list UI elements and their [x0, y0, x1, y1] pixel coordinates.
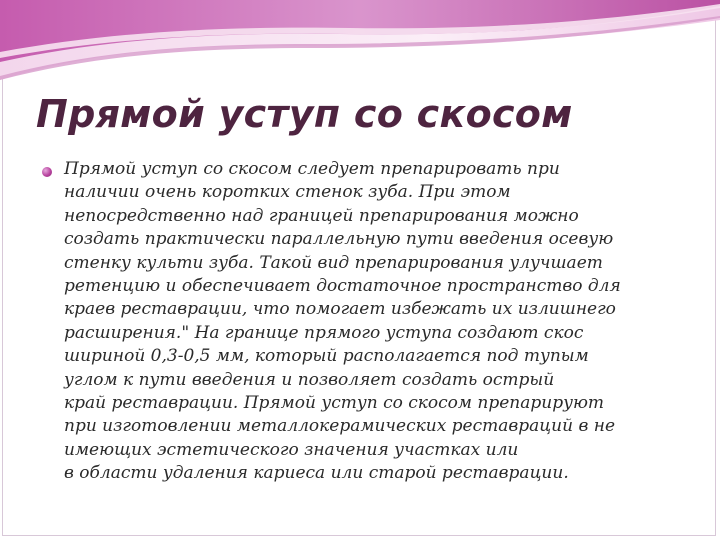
paragraph-line: имеющих эстетического значения участках или: [64, 439, 519, 460]
paragraph-line: краев реставрации, что помогает избежать их излишнего: [64, 299, 616, 320]
paragraph-line: Прямой уступ со скосом следует препарировать при: [64, 159, 560, 179]
paragraph-line: шириной 0,3-0,5 мм, который располагается под тупым: [64, 346, 589, 367]
paragraph-line: ретенцию и обеспечивает достаточное пространство для: [64, 276, 621, 297]
paragraph-line: углом к пути введения и позволяет создать острый: [64, 369, 555, 390]
header-swoosh-decoration: [0, 0, 720, 90]
bullet-dot-icon: [42, 167, 52, 177]
paragraph-line: наличии очень коротких стенок зуба. При этом: [64, 182, 511, 203]
slide-title: Прямой уступ со скосом: [36, 92, 573, 136]
paragraph-line: создать практически параллельную пути введения осевую: [64, 229, 614, 250]
paragraph-line: стенку культи зуба. Такой вид препарирования улучшает: [64, 252, 603, 273]
paragraph-line: край реставрации. Прямой уступ со скосом препарируют: [64, 393, 605, 414]
paragraph-line: в области удаления кариеса или старой реставрации.: [64, 463, 569, 484]
slide-body-paragraph: [64, 158, 676, 486]
paragraph-line: расширения." На границе прямого уступа создают скос: [64, 322, 584, 343]
paragraph-line: при изготовлении металлокерамических реставраций в не: [64, 416, 616, 437]
paragraph-line: непосредственно над границей препарирования можно: [64, 205, 579, 226]
